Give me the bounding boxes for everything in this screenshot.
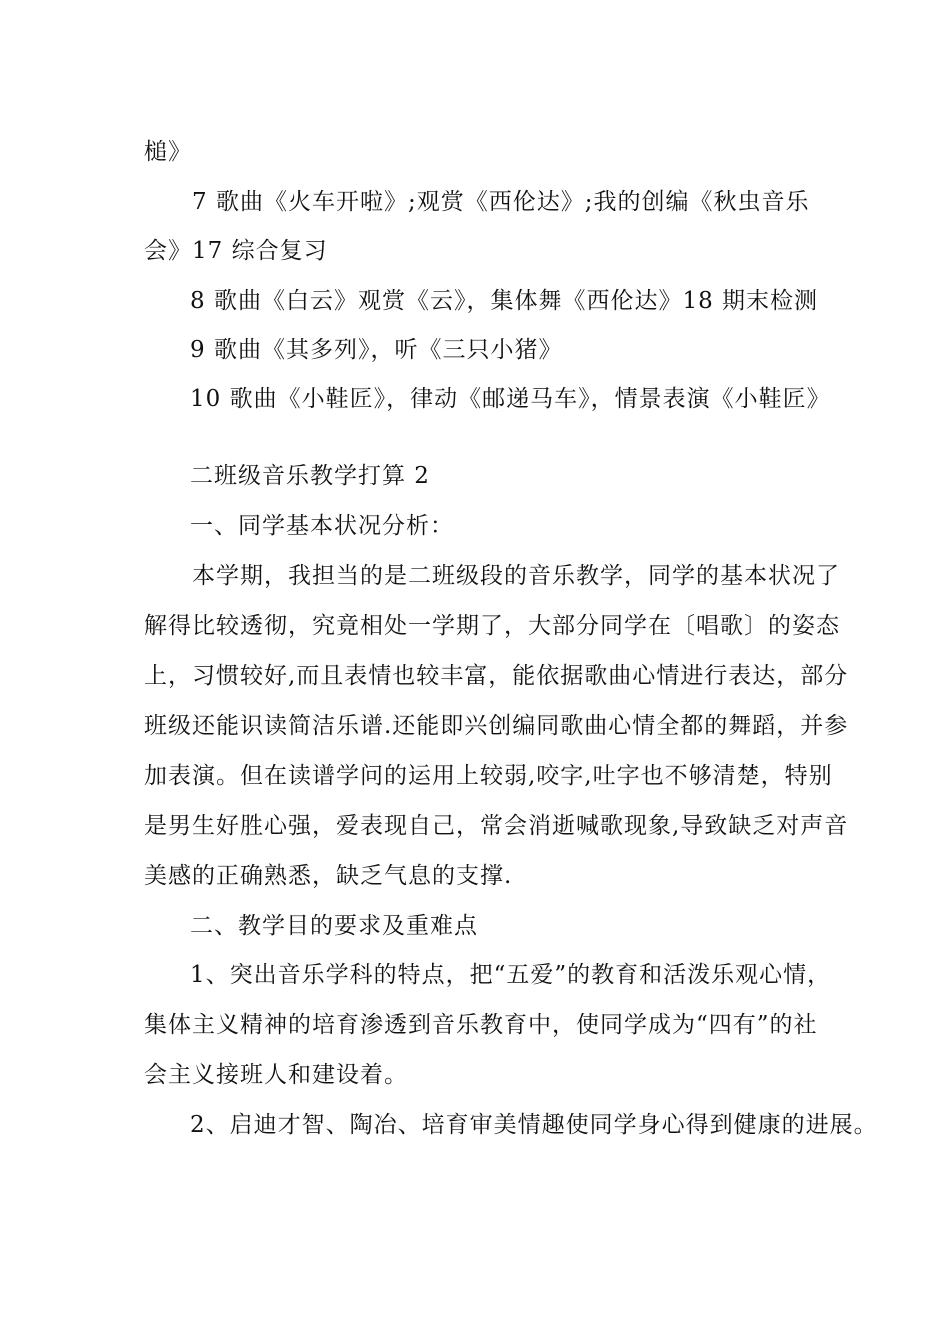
text-line-20: 2、启迪才智、陶冶、培育审美情趣使同学身心得到健康的进展。 bbox=[190, 1112, 878, 1138]
text-line-5: 9 歌曲《其多列》，听《三只小猪》 bbox=[190, 337, 563, 363]
section-title: 二班级音乐教学打算 2 bbox=[190, 463, 430, 489]
text-line-10: 解得比较透彻，究竟相处一学期了，大部分同学在〔唱歌〕的姿态 bbox=[144, 613, 840, 639]
text-line-17: 1、突出音乐学科的特点，把“五爱”的教育和活泼乐观心情， bbox=[190, 962, 832, 988]
text-line-9: 本学期，我担当的是二班级段的音乐教学，同学的基本状况了 bbox=[192, 563, 840, 589]
text-line-4: 8 歌曲《白云》观赏《云》，集体舞《西伦达》18 期末检测 bbox=[190, 288, 819, 314]
text-line-2: 7 歌曲《火车开啦》;观赏《西伦达》;我的创编《秋虫音乐 bbox=[192, 189, 810, 215]
text-line-12: 班级还能识读简洁乐谱.还能即兴创编同歌曲心情全都的舞蹈，并参 bbox=[144, 713, 849, 739]
text-line-1: 槌》 bbox=[144, 139, 192, 165]
heading-student-analysis: 一、同学基本状况分析： bbox=[190, 513, 454, 539]
text-line-6: 10 歌曲《小鞋匠》，律动《邮递马车》，情景表演《小鞋匠》 bbox=[190, 386, 831, 412]
text-line-11: 上，习惯较好,而且表情也较丰富，能依据歌曲心情进行表达，部分 bbox=[144, 663, 849, 689]
text-line-15: 美感的正确熟悉，缺乏气息的支撑. bbox=[144, 863, 513, 889]
text-line-14: 是男生好胜心强，爱表现自己，常会消逝喊歌现象,导致缺乏对声音 bbox=[144, 813, 849, 839]
text-line-18: 集体主义精神的培育渗透到音乐教育中，使同学成为“四有”的社 bbox=[144, 1012, 818, 1038]
text-line-13: 加表演。但在读谱学问的运用上较弱,咬字,吐字也不够清楚，特别 bbox=[144, 763, 833, 789]
text-line-19: 会主义接班人和建设着。 bbox=[144, 1062, 408, 1088]
text-line-3: 会》17 综合复习 bbox=[144, 238, 328, 264]
heading-teaching-goals: 二、教学目的要求及重难点 bbox=[190, 913, 478, 939]
